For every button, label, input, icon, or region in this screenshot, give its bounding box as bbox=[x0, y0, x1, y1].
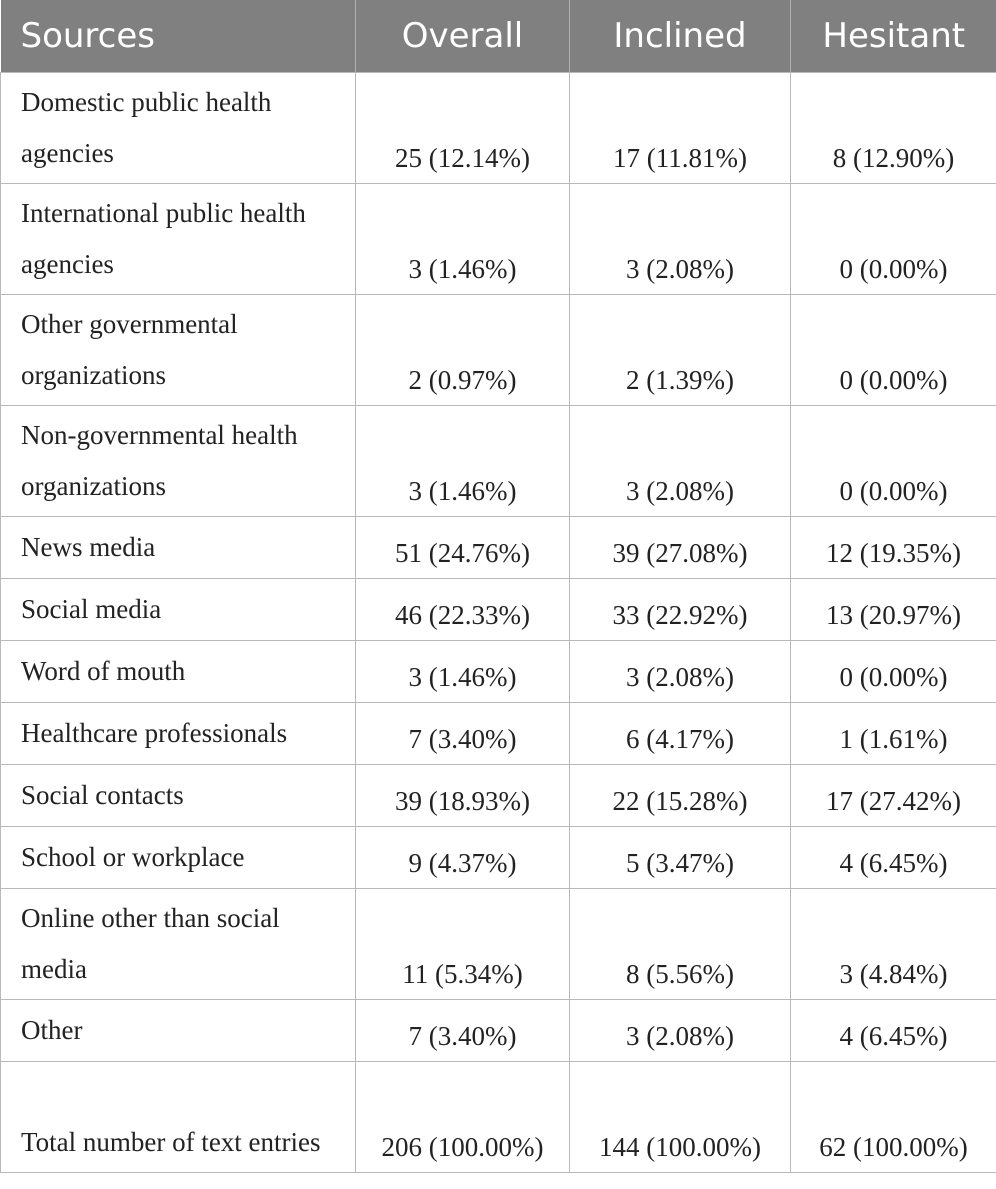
overall-cell: 3 (1.46%) bbox=[356, 183, 570, 294]
inclined-cell: 6 (4.17%) bbox=[570, 702, 791, 764]
source-cell: International public health agencies bbox=[1, 183, 356, 294]
hesitant-cell: 0 (0.00%) bbox=[791, 294, 996, 405]
overall-cell: 7 (3.40%) bbox=[356, 702, 570, 764]
header-hesitant: Hesitant bbox=[791, 0, 996, 72]
header-sources: Sources bbox=[1, 0, 356, 72]
source-cell: News media bbox=[1, 516, 356, 578]
overall-cell: 46 (22.33%) bbox=[356, 578, 570, 640]
inclined-cell: 3 (2.08%) bbox=[570, 183, 791, 294]
table-row bbox=[1, 702, 996, 764]
overall-cell: 51 (24.76%) bbox=[356, 516, 570, 578]
hesitant-cell: 17 (27.42%) bbox=[791, 764, 996, 826]
table-row bbox=[1, 72, 996, 183]
header-inclined: Inclined bbox=[570, 0, 791, 72]
header-row bbox=[1, 0, 996, 72]
overall-cell: 206 (100.00%) bbox=[356, 1061, 570, 1172]
table-row bbox=[1, 294, 996, 405]
inclined-cell: 22 (15.28%) bbox=[570, 764, 791, 826]
overall-cell: 25 (12.14%) bbox=[356, 72, 570, 183]
overall-cell: 11 (5.34%) bbox=[356, 888, 570, 999]
source-cell: Other governmental organizations bbox=[1, 294, 356, 405]
hesitant-cell: 0 (0.00%) bbox=[791, 183, 996, 294]
hesitant-cell: 3 (4.84%) bbox=[791, 888, 996, 999]
header-overall: Overall bbox=[356, 0, 570, 72]
overall-cell: 3 (1.46%) bbox=[356, 640, 570, 702]
table-row bbox=[1, 640, 996, 702]
inclined-cell: 17 (11.81%) bbox=[570, 72, 791, 183]
hesitant-cell: 8 (12.90%) bbox=[791, 72, 996, 183]
hesitant-cell: 1 (1.61%) bbox=[791, 702, 996, 764]
source-cell: Online other than social media bbox=[1, 888, 356, 999]
overall-cell: 9 (4.37%) bbox=[356, 826, 570, 888]
inclined-cell: 3 (2.08%) bbox=[570, 999, 791, 1061]
inclined-cell: 3 (2.08%) bbox=[570, 640, 791, 702]
table-row bbox=[1, 764, 996, 826]
hesitant-cell: 62 (100.00%) bbox=[791, 1061, 996, 1172]
inclined-cell: 8 (5.56%) bbox=[570, 888, 791, 999]
source-cell: Other bbox=[1, 999, 356, 1061]
source-cell: Word of mouth bbox=[1, 640, 356, 702]
inclined-cell: 2 (1.39%) bbox=[570, 294, 791, 405]
hesitant-cell: 0 (0.00%) bbox=[791, 405, 996, 516]
overall-cell: 39 (18.93%) bbox=[356, 764, 570, 826]
inclined-cell: 144 (100.00%) bbox=[570, 1061, 791, 1172]
inclined-cell: 3 (2.08%) bbox=[570, 405, 791, 516]
table-row bbox=[1, 516, 996, 578]
overall-cell: 2 (0.97%) bbox=[356, 294, 570, 405]
table-row-total bbox=[1, 1061, 996, 1172]
source-cell: Total number of text entries bbox=[1, 1061, 356, 1172]
source-cell: Social media bbox=[1, 578, 356, 640]
table-row bbox=[1, 405, 996, 516]
source-cell: Non-governmental health organizations bbox=[1, 405, 356, 516]
overall-cell: 7 (3.40%) bbox=[356, 999, 570, 1061]
hesitant-cell: 4 (6.45%) bbox=[791, 826, 996, 888]
source-cell: School or workplace bbox=[1, 826, 356, 888]
table-row bbox=[1, 999, 996, 1061]
table-row bbox=[1, 888, 996, 999]
hesitant-cell: 13 (20.97%) bbox=[791, 578, 996, 640]
table-row bbox=[1, 578, 996, 640]
hesitant-cell: 12 (19.35%) bbox=[791, 516, 996, 578]
inclined-cell: 39 (27.08%) bbox=[570, 516, 791, 578]
source-cell: Healthcare professionals bbox=[1, 702, 356, 764]
overall-cell: 3 (1.46%) bbox=[356, 405, 570, 516]
inclined-cell: 5 (3.47%) bbox=[570, 826, 791, 888]
table-row bbox=[1, 183, 996, 294]
inclined-cell: 33 (22.92%) bbox=[570, 578, 791, 640]
hesitant-cell: 0 (0.00%) bbox=[791, 640, 996, 702]
source-cell: Domestic public health agencies bbox=[1, 72, 356, 183]
hesitant-cell: 4 (6.45%) bbox=[791, 999, 996, 1061]
source-cell: Social contacts bbox=[1, 764, 356, 826]
table-row bbox=[1, 826, 996, 888]
